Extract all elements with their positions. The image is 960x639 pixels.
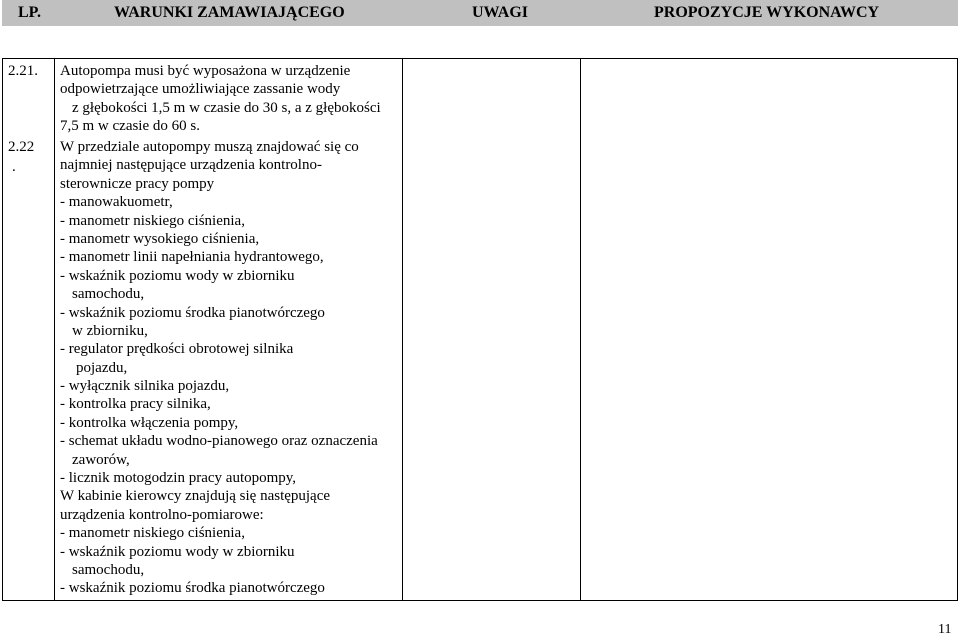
row-number: 2.22 [8, 139, 35, 155]
cell-uwagi[interactable] [403, 59, 581, 601]
text-line: z głębokości 1,5 m w czasie do 30 s, a z głębokości [72, 99, 381, 116]
text-line: urządzenia kontrolno-pomiarowe: [60, 506, 264, 523]
text-line: W kabinie kierowcy znajdują się następujące [60, 488, 331, 505]
row-number: 2.21. [8, 63, 38, 79]
row-text-2-22 [60, 138, 378, 598]
cell-propozycje[interactable] [581, 59, 958, 601]
row-text-2-21 [60, 62, 381, 136]
text-line: - kontrolka włączenia pompy, [60, 414, 239, 431]
header-propozycje: PROPOZYCJE WYKONAWCY [654, 4, 880, 21]
text-line: pojazdu, [76, 359, 128, 376]
text-line: najmniej następujące urządzenia kontrolno- [60, 157, 322, 174]
text-line: Autopompa musi być wyposażona w urządzenie [60, 63, 351, 79]
text-line: - manometr niskiego ciśnienia, [60, 212, 245, 229]
header-warunki: WARUNKI ZAMAWIAJĄCEGO [114, 4, 345, 21]
text-line: zaworów, [72, 451, 130, 468]
text-line: - wskaźnik poziomu wody w zbiorniku [60, 543, 295, 560]
text-line: - wskaźnik poziomu środka pianotwórczego [60, 304, 325, 321]
page-number: 11 [938, 622, 952, 637]
text-line: - wyłącznik silnika pojazdu, [60, 378, 230, 395]
header-lp: LP. [18, 4, 41, 21]
text-line: - wskaźnik poziomu wody w zbiorniku [60, 267, 295, 284]
text-line: - kontrolka pracy silnika, [60, 396, 211, 413]
text-line: - manometr niskiego ciśnienia, [60, 525, 245, 542]
text-line: - regulator prędkości obrotowej silnika [60, 341, 294, 358]
text-line: W przedziale autopompy muszą znajdować się co [60, 139, 359, 155]
text-line: - wskaźnik poziomu środka pianotwórczego [60, 580, 325, 597]
text-line: - licznik motogodzin pracy autopompy, [60, 470, 297, 487]
text-line: - manometr linii napełniania hydrantowego, [60, 249, 324, 266]
text-line: odpowietrzające umożliwiające zassanie wody [60, 81, 341, 98]
text-line: sterownicze pracy pompy [60, 175, 215, 192]
text-line: - schemat układu wodno-pianowego oraz oznaczenia [60, 433, 378, 450]
text-line: 7,5 m w czasie do 60 s. [60, 118, 200, 135]
text-line: samochodu, [72, 561, 145, 578]
header-uwagi: UWAGI [472, 4, 529, 21]
table-header [2, 0, 958, 26]
text-line: - manowakuometr, [60, 194, 173, 211]
text-line: samochodu, [72, 286, 145, 303]
row-number-suffix: . [12, 159, 16, 175]
text-line: - manometr wysokiego ciśnienia, [60, 230, 260, 247]
text-line: w zbiorniku, [72, 322, 148, 339]
